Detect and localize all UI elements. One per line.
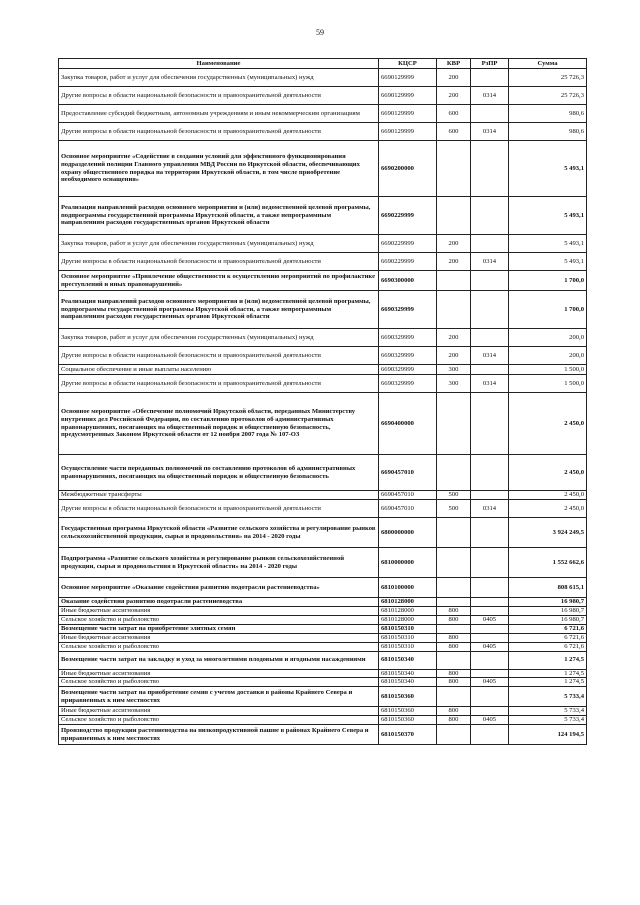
row-rzpr: 0405 — [471, 615, 509, 624]
table-row — [59, 678, 587, 687]
row-sum: 25 726,3 — [509, 87, 587, 105]
row-rzpr — [471, 235, 509, 253]
row-rzpr — [471, 329, 509, 347]
row-name: Осуществление части переданных полномочий по составлению протоколов об административных правонарушениях, посягающих на общественный порядок и общественную безопасность — [59, 455, 379, 491]
table-row — [59, 607, 587, 616]
table-row — [59, 375, 587, 393]
row-name: Закупка товаров, работ и услуг для обеспечения государственных (муниципальных) нужд — [59, 235, 379, 253]
row-code: 6690329999 — [379, 365, 437, 375]
row-kvr: 200 — [437, 253, 471, 271]
row-name: Сельское хозяйство и рыболовство — [59, 642, 379, 651]
header-sum: Сумма — [509, 59, 587, 69]
row-kvr: 800 — [437, 615, 471, 624]
row-sum: 1 700,0 — [509, 271, 587, 291]
row-rzpr — [471, 598, 509, 607]
row-code: 6810150360 — [379, 716, 437, 725]
row-rzpr — [471, 687, 509, 707]
row-code: 6810128000 — [379, 615, 437, 624]
table-row — [59, 500, 587, 518]
row-code: 6690329999 — [379, 291, 437, 329]
row-name: Закупка товаров, работ и услуг для обеспечения государственных (муниципальных) нужд — [59, 69, 379, 87]
row-sum: 5 493,1 — [509, 197, 587, 235]
row-sum: 6 721,6 — [509, 642, 587, 651]
table-row — [59, 235, 587, 253]
header-kvr: КВР — [437, 59, 471, 69]
row-sum: 808 615,1 — [509, 578, 587, 598]
row-kvr: 800 — [437, 669, 471, 678]
row-kvr — [437, 141, 471, 197]
row-code: 6810150360 — [379, 687, 437, 707]
row-sum: 25 726,3 — [509, 69, 587, 87]
row-sum: 2 450,0 — [509, 455, 587, 491]
row-sum: 6 721,6 — [509, 633, 587, 642]
header-code: КЦСР — [379, 59, 437, 69]
row-code: 6690229999 — [379, 235, 437, 253]
row-sum: 5 733,4 — [509, 687, 587, 707]
row-kvr: 200 — [437, 347, 471, 365]
row-kvr — [437, 197, 471, 235]
row-rzpr — [471, 105, 509, 123]
row-code: 6810150340 — [379, 651, 437, 669]
row-name: Другие вопросы в области национальной безопасности и правоохранительной деятельности — [59, 375, 379, 393]
row-rzpr — [471, 141, 509, 197]
row-code: 6810150310 — [379, 633, 437, 642]
row-rzpr — [471, 491, 509, 500]
row-kvr: 600 — [437, 123, 471, 141]
row-rzpr: 0314 — [471, 500, 509, 518]
row-kvr — [437, 725, 471, 745]
row-rzpr — [471, 707, 509, 716]
row-rzpr: 0314 — [471, 347, 509, 365]
table-row — [59, 624, 587, 633]
row-sum: 980,6 — [509, 105, 587, 123]
row-code: 6690457010 — [379, 455, 437, 491]
row-kvr: 800 — [437, 642, 471, 651]
row-name: Сельское хозяйство и рыболовство — [59, 678, 379, 687]
row-rzpr — [471, 725, 509, 745]
table-row — [59, 123, 587, 141]
row-rzpr — [471, 271, 509, 291]
row-rzpr — [471, 651, 509, 669]
table-row — [59, 716, 587, 725]
row-sum: 5 733,4 — [509, 716, 587, 725]
row-name: Другие вопросы в области национальной безопасности и правоохранительной деятельности — [59, 123, 379, 141]
row-rzpr: 0405 — [471, 716, 509, 725]
row-sum: 16 980,7 — [509, 607, 587, 616]
table-row — [59, 393, 587, 455]
row-sum: 2 450,0 — [509, 500, 587, 518]
row-sum: 5 493,1 — [509, 235, 587, 253]
row-name: Производство продукции растениеводства на низкопродуктивной пашне в районах Крайнего Севера и приравненных к ним местностях — [59, 725, 379, 745]
row-code: 6690400000 — [379, 393, 437, 455]
row-code: 6810150310 — [379, 642, 437, 651]
row-rzpr: 0405 — [471, 642, 509, 651]
row-name: Сельское хозяйство и рыболовство — [59, 716, 379, 725]
row-kvr: 800 — [437, 716, 471, 725]
row-rzpr: 0314 — [471, 375, 509, 393]
row-rzpr — [471, 548, 509, 578]
row-code: 6810150370 — [379, 725, 437, 745]
row-code: 6690129999 — [379, 69, 437, 87]
budget-table — [58, 58, 587, 745]
table-row — [59, 578, 587, 598]
row-kvr: 300 — [437, 365, 471, 375]
row-rzpr — [471, 393, 509, 455]
row-code: 6690329999 — [379, 329, 437, 347]
row-sum: 1 552 662,6 — [509, 548, 587, 578]
row-kvr: 300 — [437, 375, 471, 393]
row-kvr — [437, 271, 471, 291]
table-row — [59, 725, 587, 745]
row-kvr: 200 — [437, 235, 471, 253]
row-rzpr — [471, 633, 509, 642]
row-sum: 1 274,5 — [509, 678, 587, 687]
row-name: Другие вопросы в области национальной безопасности и правоохранительной деятельности — [59, 347, 379, 365]
row-name: Основное мероприятие «Содействие в создании условий для эффективного функционирования подразделений полиции Главного управления МВД России по Иркутской области, обеспечивающих охрану общественного порядка на территории Иркутской области, в том числе приобретение необходимого оснащения» — [59, 141, 379, 197]
row-kvr — [437, 291, 471, 329]
table-row — [59, 598, 587, 607]
row-rzpr — [471, 455, 509, 491]
row-sum: 16 980,7 — [509, 615, 587, 624]
row-sum: 2 450,0 — [509, 393, 587, 455]
table-row — [59, 687, 587, 707]
row-name: Подпрограмма «Развитие сельского хозяйства и регулирование рынков сельскохозяйственной продукции, сырья и продовольствия в Иркутской области» на 2014 - 2020 годы — [59, 548, 379, 578]
table-row — [59, 491, 587, 500]
row-code: 6810150360 — [379, 707, 437, 716]
table-row — [59, 455, 587, 491]
row-name: Предоставление субсидий бюджетным, автономным учреждениям и иным некоммерческим организациям — [59, 105, 379, 123]
row-rzpr: 0314 — [471, 123, 509, 141]
row-sum: 200,0 — [509, 347, 587, 365]
table-row — [59, 105, 587, 123]
row-sum: 124 194,5 — [509, 725, 587, 745]
table-row — [59, 271, 587, 291]
row-rzpr: 0314 — [471, 253, 509, 271]
row-code: 6810150310 — [379, 624, 437, 633]
row-name: Оказание содействия развитию подотрасли растениеводства — [59, 598, 379, 607]
row-sum: 200,0 — [509, 329, 587, 347]
row-sum: 6 721,6 — [509, 624, 587, 633]
table-row — [59, 633, 587, 642]
row-kvr — [437, 624, 471, 633]
row-kvr: 800 — [437, 678, 471, 687]
row-kvr — [437, 578, 471, 598]
table-row — [59, 291, 587, 329]
row-rzpr — [471, 365, 509, 375]
row-sum: 3 924 249,5 — [509, 518, 587, 548]
row-kvr — [437, 651, 471, 669]
row-code: 6690329999 — [379, 375, 437, 393]
row-sum: 5 733,4 — [509, 707, 587, 716]
header-rzpr: РзПР — [471, 59, 509, 69]
row-code: 6810128000 — [379, 607, 437, 616]
row-name: Другие вопросы в области национальной безопасности и правоохранительной деятельности — [59, 253, 379, 271]
table-row — [59, 707, 587, 716]
row-kvr: 500 — [437, 500, 471, 518]
row-kvr — [437, 548, 471, 578]
table-row — [59, 329, 587, 347]
row-sum: 1 700,0 — [509, 291, 587, 329]
table-row — [59, 548, 587, 578]
row-name: Закупка товаров, работ и услуг для обеспечения государственных (муниципальных) нужд — [59, 329, 379, 347]
table-header-row — [59, 59, 587, 69]
row-kvr — [437, 455, 471, 491]
row-code: 6690457010 — [379, 491, 437, 500]
row-rzpr — [471, 669, 509, 678]
row-code: 6690200000 — [379, 141, 437, 197]
row-kvr — [437, 393, 471, 455]
row-kvr: 200 — [437, 87, 471, 105]
row-name: Возмещение части затрат на закладку и уход за многолетними плодовыми и ягодными насаждениями — [59, 651, 379, 669]
table-row — [59, 651, 587, 669]
row-name: Основное мероприятие «Оказание содействия развитию подотрасли растениеводства» — [59, 578, 379, 598]
row-name: Иные бюджетные ассигнования — [59, 607, 379, 616]
row-kvr: 800 — [437, 607, 471, 616]
row-name: Иные бюджетные ассигнования — [59, 707, 379, 716]
table-row — [59, 642, 587, 651]
row-name: Реализация направлений расходов основного мероприятия и (или) ведомственной целевой программы, подпрограммы государственной программы Иркутской области, а также непрограммным направлениям расходов государственных органов Иркутской области — [59, 197, 379, 235]
row-code: 6690329999 — [379, 347, 437, 365]
row-name: Государственная программа Иркутской области «Развитие сельского хозяйства и регулирование рынков сельскохозяйственной продукции, сырья и продовольствия» на 2014 - 2020 годы — [59, 518, 379, 548]
row-name: Реализация направлений расходов основного мероприятия и (или) ведомственной целевой программы, подпрограммы государственной программы Иркутской области, а также непрограммным направлениям расходов государственных органов Иркутской области — [59, 291, 379, 329]
row-name: Межбюджетные трансферты — [59, 491, 379, 500]
table-row — [59, 141, 587, 197]
row-sum: 5 493,1 — [509, 253, 587, 271]
table-row — [59, 253, 587, 271]
table-row — [59, 197, 587, 235]
row-sum: 1 274,5 — [509, 669, 587, 678]
row-code: 6690457010 — [379, 500, 437, 518]
row-name: Иные бюджетные ассигнования — [59, 633, 379, 642]
header-name: Наименование — [59, 59, 379, 69]
row-code: 6690129999 — [379, 123, 437, 141]
row-rzpr: 0314 — [471, 87, 509, 105]
row-kvr: 800 — [437, 707, 471, 716]
table-row — [59, 87, 587, 105]
row-rzpr — [471, 518, 509, 548]
row-sum: 5 493,1 — [509, 141, 587, 197]
row-kvr: 600 — [437, 105, 471, 123]
row-name: Основное мероприятие «Привлечение общественности к осуществлению мероприятий по профилактике преступлений и иных правонарушений» — [59, 271, 379, 291]
row-kvr: 800 — [437, 633, 471, 642]
row-code: 6690129999 — [379, 87, 437, 105]
page-number: 59 — [316, 28, 324, 37]
row-name: Социальное обеспечение и иные выплаты населению — [59, 365, 379, 375]
table-row — [59, 365, 587, 375]
row-sum: 1 500,0 — [509, 375, 587, 393]
table-body — [59, 69, 587, 745]
row-name: Основное мероприятие «Обеспечение полномочий Иркутской области, переданных Министерству внутренних дел Российской Федерации, по составлению протоколов об административных правонарушениях, посягающих на общественный порядок и общественную безопасность, предусмотренных Законом Иркутской области от 12 ноября 2007 года № 107-ОЗ — [59, 393, 379, 455]
row-kvr — [437, 518, 471, 548]
row-sum: 1 274,5 — [509, 651, 587, 669]
row-code: 6810000000 — [379, 548, 437, 578]
row-rzpr: 0405 — [471, 678, 509, 687]
row-code: 6690229999 — [379, 197, 437, 235]
row-rzpr — [471, 607, 509, 616]
table-row — [59, 669, 587, 678]
row-rzpr — [471, 197, 509, 235]
row-rzpr — [471, 291, 509, 329]
row-sum: 16 980,7 — [509, 598, 587, 607]
table-row — [59, 518, 587, 548]
row-sum: 980,6 — [509, 123, 587, 141]
row-code: 6690129999 — [379, 105, 437, 123]
row-kvr — [437, 598, 471, 607]
row-code: 6690300000 — [379, 271, 437, 291]
row-name: Иные бюджетные ассигнования — [59, 669, 379, 678]
row-name: Сельское хозяйство и рыболовство — [59, 615, 379, 624]
table-row — [59, 69, 587, 87]
row-code: 6690229999 — [379, 253, 437, 271]
row-rzpr — [471, 69, 509, 87]
row-name: Другие вопросы в области национальной безопасности и правоохранительной деятельности — [59, 500, 379, 518]
row-code: 6810150340 — [379, 678, 437, 687]
row-rzpr — [471, 624, 509, 633]
table-row — [59, 615, 587, 624]
row-code: 6800000000 — [379, 518, 437, 548]
row-sum: 1 500,0 — [509, 365, 587, 375]
row-code: 6810128000 — [379, 598, 437, 607]
row-code: 6810100000 — [379, 578, 437, 598]
row-rzpr — [471, 578, 509, 598]
table-row — [59, 347, 587, 365]
row-kvr: 500 — [437, 491, 471, 500]
row-sum: 2 450,0 — [509, 491, 587, 500]
row-name: Другие вопросы в области национальной безопасности и правоохранительной деятельности — [59, 87, 379, 105]
row-kvr: 200 — [437, 69, 471, 87]
row-kvr: 200 — [437, 329, 471, 347]
row-code: 6810150340 — [379, 669, 437, 678]
row-name: Возмещение части затрат на приобретение элитных семян — [59, 624, 379, 633]
row-kvr — [437, 687, 471, 707]
row-name: Возмещение части затрат на приобретение семян с учетом доставки в районы Крайнего Севера и приравненных к ним местностях — [59, 687, 379, 707]
